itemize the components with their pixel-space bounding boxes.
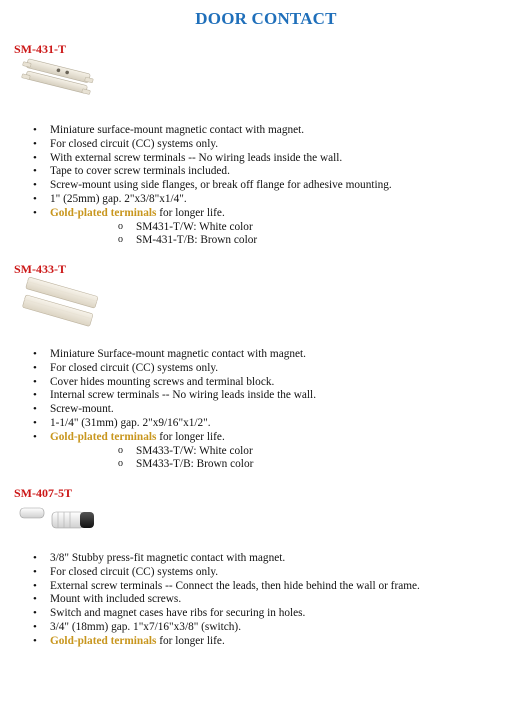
feature-list-sm4075t (0, 552, 420, 649)
gold-plated-suffix: for longer life. (156, 430, 225, 443)
list-item: • Screw-mount using side flanges, or break off flange for adhesive mounting. (0, 179, 392, 193)
product-title-sm431t: SM-431-T (14, 42, 66, 56)
list-item: • Switch and magnet cases have ribs for securing in holes. (0, 607, 420, 621)
product-image-sm4075t (16, 500, 98, 541)
feature-list-sm431t (0, 124, 392, 248)
list-item: • Cover hides mounting screws and terminal block. (0, 376, 316, 390)
list-item (0, 431, 316, 472)
product-title-sm4075t: SM-407-5T (14, 486, 72, 500)
variant-item: o SM433-T/W: White color (50, 445, 316, 459)
gold-plated-label: Gold-plated terminals (50, 430, 157, 443)
list-item: • External screw terminals -- Connect the leads, then hide behind the wall or frame. (0, 580, 420, 594)
list-item: • 1-1/4" (31mm) gap. 2"x9/16"x1/2". (0, 417, 316, 431)
list-item: • Tape to cover screw terminals included. (0, 165, 392, 179)
product-image-sm431t (16, 56, 96, 109)
product-image-sm433t (16, 276, 100, 341)
feature-list-sm433t (0, 348, 316, 472)
list-item: • 3/8" Stubby press-fit magnetic contact with magnet. (0, 552, 420, 566)
page-title: DOOR CONTACT (195, 9, 337, 28)
variant-list-sm431t (50, 221, 392, 249)
gold-plated-suffix: for longer life. (156, 206, 225, 219)
gold-plated-suffix: for longer life. (156, 634, 225, 647)
list-item: • For closed circuit (CC) systems only. (0, 138, 392, 152)
list-item: • Miniature Surface-mount magnetic contact with magnet. (0, 348, 316, 362)
list-item: • With external screw terminals -- No wiring leads inside the wall. (0, 152, 392, 166)
list-item: • For closed circuit (CC) systems only. (0, 362, 316, 376)
gold-plated-label: Gold-plated terminals (50, 634, 157, 647)
list-item (0, 207, 392, 248)
list-item: • Internal screw terminals -- No wiring leads inside the wall. (0, 389, 316, 403)
variant-list-sm433t (50, 445, 316, 473)
list-item: • For closed circuit (CC) systems only. (0, 566, 420, 580)
variant-item: o SM-431-T/B: Brown color (50, 234, 392, 248)
list-item: • 3/4" (18mm) gap. 1"x7/16"x3/8" (switch). (0, 621, 420, 635)
variant-item: o SM431-T/W: White color (50, 221, 392, 235)
list-item: • Screw-mount. (0, 403, 316, 417)
list-item: • Miniature surface-mount magnetic contact with magnet. (0, 124, 392, 138)
gold-plated-label: Gold-plated terminals (50, 206, 157, 219)
list-item: • 1" (25mm) gap. 2"x3/8"x1/4". (0, 193, 392, 207)
variant-item: o SM433-T/B: Brown color (50, 458, 316, 472)
list-item: • Mount with included screws. (0, 593, 420, 607)
list-item (0, 635, 420, 649)
product-title-sm433t: SM-433-T (14, 262, 66, 276)
